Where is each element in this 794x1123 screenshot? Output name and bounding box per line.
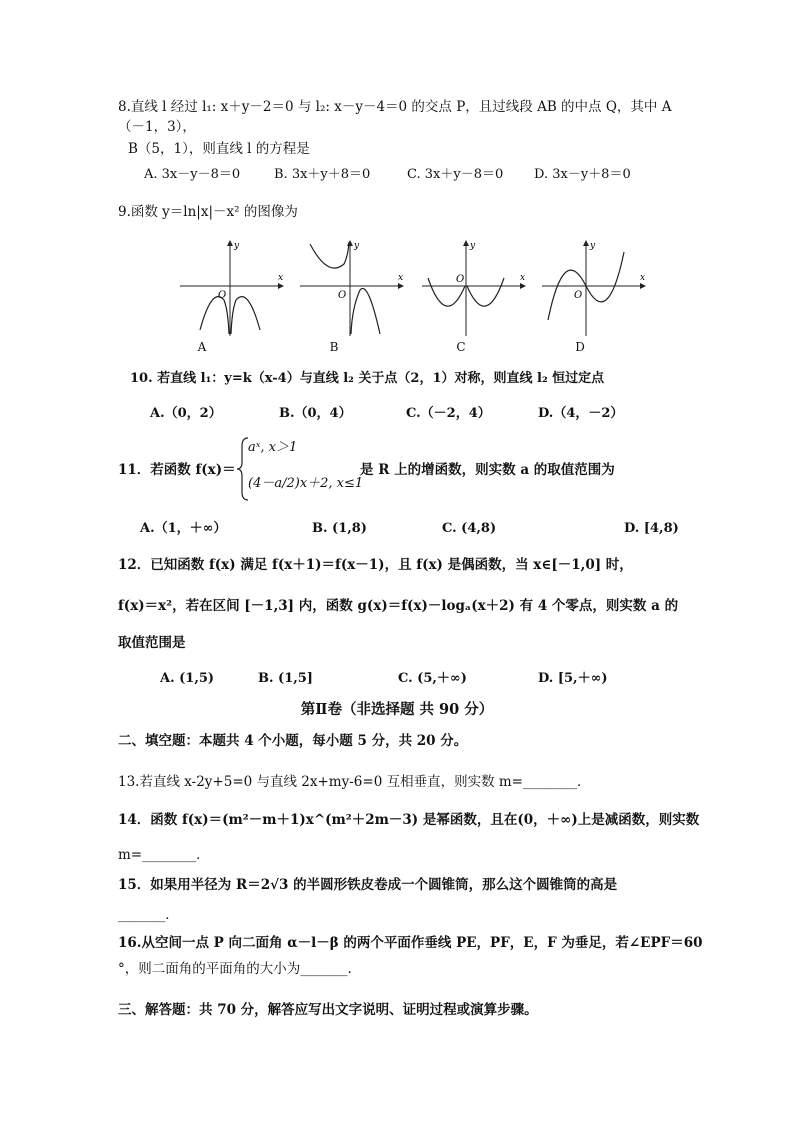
graph-a	[178, 238, 288, 338]
q15-line2: _______．	[118, 907, 179, 923]
part3-heading: 三、解答题：共 70 分，解答应写出文字说明、证明过程或演算步骤。	[118, 1002, 538, 1018]
part2-heading: 二、填空题：本题共 4 个小题，每小题 5 分，共 20 分。	[118, 733, 468, 749]
q11-suffix: 是 R 上的增函数，则实数 a 的取值范围为	[360, 462, 615, 478]
q16-line2: °，则二面角的平面角的大小为_______.	[118, 961, 352, 977]
graph-a-x-label: x	[278, 273, 284, 283]
q8-line3: B（5，1），则直线 l 的方程是	[128, 141, 310, 157]
q11-piece1: aˣ, x＞1	[248, 440, 298, 455]
graph-c-x-label: x	[520, 273, 526, 283]
q8-line1: 8.直线 l 经过 l₁: x＋y－2＝0 与 l₂: x－y－4＝0 的交点 P，且过线段 AB 的中点 Q，其中 A	[118, 99, 672, 115]
q8-option-d: D. 3x－y＋8＝0	[534, 167, 631, 182]
q11-option-b: B. (1,8)	[312, 521, 367, 536]
graph-b-origin: O	[338, 290, 347, 301]
q13-stem: 13.若直线 x-2y+5=0 与直线 2x+my-6=0 互相垂直，则实数 m=________．	[118, 774, 591, 790]
graph-c-y-label: y	[470, 241, 476, 251]
q12-option-b: B. (1,5]	[258, 671, 313, 686]
q9-stem: 9.函数 y＝ln|x|－x² 的图像为	[118, 204, 298, 220]
graph-c-origin: O	[456, 274, 465, 285]
graph-a-label: A	[197, 340, 207, 354]
q8-option-c: C. 3x＋y－8＝0	[407, 167, 504, 182]
q11-piece2: (4－a/2)x＋2, x≤1	[248, 476, 364, 491]
q10-stem: 10. 若直线 l₁：y=k（x-4）与直线 l₂ 关于点（2，1）对称，则直线 l₂ 恒过定点	[130, 371, 605, 386]
q12-option-d: D. [5,＋∞)	[538, 671, 608, 686]
q11-option-d: D. [4,8)	[624, 521, 679, 536]
q12-line3: 取值范围是	[118, 635, 186, 651]
graph-d-y-label: y	[590, 241, 596, 251]
q8-option-a: A. 3x－y－8＝0	[144, 167, 241, 182]
graph-d-x-label: x	[640, 273, 646, 283]
graph-c-label: C	[456, 340, 466, 354]
q16-line1: 16.从空间一点 P 向二面角 α－l－β 的两个平面作垂线 PE，PF，E，F 为垂足，若∠EPF＝60	[118, 935, 703, 951]
q10-option-a: A.（0，2）	[150, 406, 222, 421]
section2-title: 第Ⅱ卷（非选择题 共 90 分）	[300, 701, 494, 718]
q11-option-c: C. (4,8)	[442, 521, 497, 536]
graph-b	[298, 238, 408, 338]
q14-line2: m=________．	[118, 847, 210, 863]
q8-option-b: B. 3x＋y＋8＝0	[274, 167, 371, 182]
q12-line2: f(x)＝x²，若在区间 [－1,3] 内，函数 g(x)＝f(x)－logₐ(x＋2) 有 4 个零点，则实数 a 的	[118, 598, 679, 614]
q11-prefix: 11．若函数 f(x)＝	[118, 462, 236, 478]
graph-a-origin: O	[218, 290, 227, 301]
graph-b-y-label: y	[354, 241, 360, 251]
graph-d	[540, 238, 650, 338]
q15-line1: 15．如果用半径为 R＝2√3 的半圆形铁皮卷成一个圆锥筒，那么这个圆锥筒的高是	[118, 877, 618, 893]
q8-line2: （－1，3），	[118, 119, 196, 135]
graph-b-label: B	[329, 340, 339, 354]
graph-d-label: D	[575, 340, 585, 354]
q11-option-a: A.（1，＋∞）	[140, 521, 227, 536]
q10-option-b: B.（0，4）	[279, 406, 352, 421]
graph-d-origin: O	[574, 290, 583, 301]
q10-option-c: C.（－2，4）	[406, 406, 491, 421]
q12-line1: 12．已知函数 f(x) 满足 f(x＋1)＝f(x－1)，且 f(x) 是偶函数，当 x∈[－1,0] 时，	[118, 557, 633, 573]
graph-b-x-label: x	[398, 273, 404, 283]
q12-option-c: C. (5,＋∞)	[398, 671, 467, 686]
graph-c	[420, 238, 530, 338]
q12-option-a: A. (1,5)	[160, 671, 215, 686]
q10-option-d: D.（4，－2）	[538, 406, 624, 421]
graph-a-y-label: y	[234, 241, 240, 251]
q14-line1: 14．函数 f(x)＝(m²－m＋1)x^(m²＋2m－3) 是幂函数，且在(0，＋∞)上是减函数，则实数	[118, 812, 700, 828]
